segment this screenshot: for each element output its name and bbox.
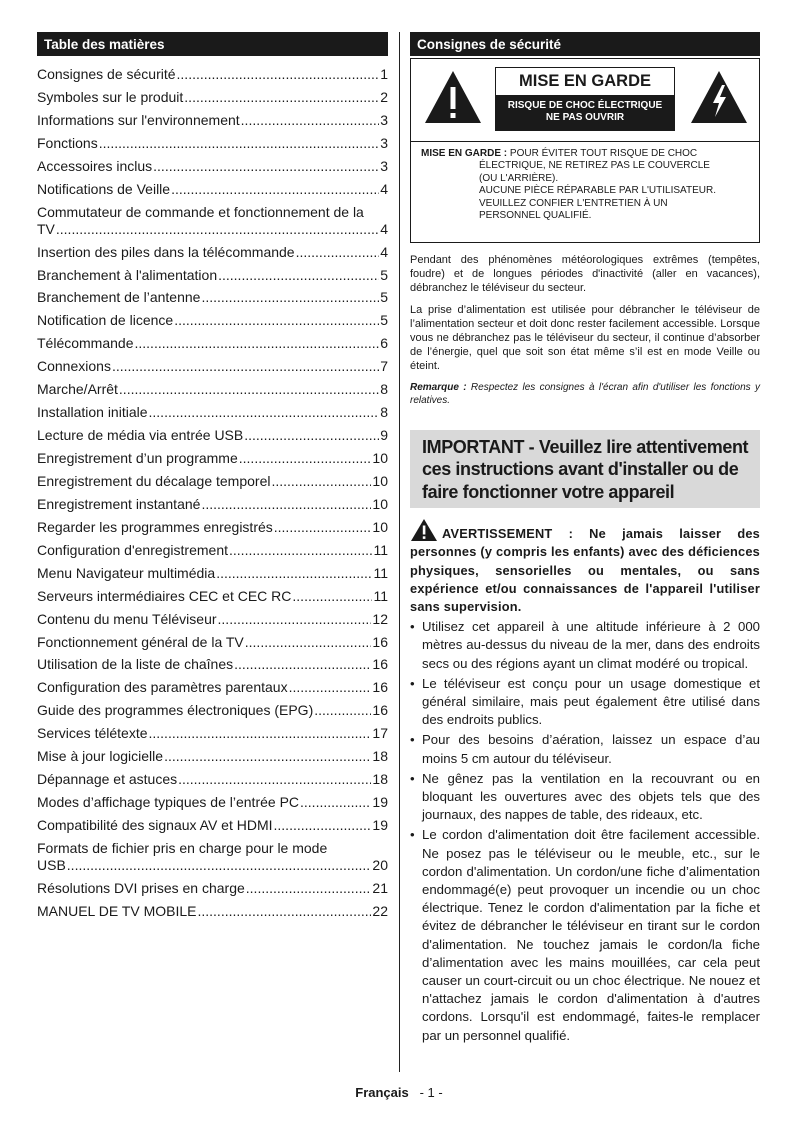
toc-dot-leader: [149, 725, 372, 742]
page-number: - 1 -: [419, 1085, 443, 1100]
toc-entry: [37, 135, 388, 152]
toc-entry-title: Consignes de sécurité: [37, 66, 176, 82]
toc-entry-page: 18: [372, 748, 388, 765]
toc-dot-leader: [164, 748, 371, 765]
toc-entry: [37, 312, 388, 329]
toc-entry-page: 6: [380, 335, 388, 352]
toc-entry-page: 16: [372, 679, 388, 696]
toc-entry-title: Fonctions: [37, 134, 98, 151]
remark-label: Remarque :: [410, 381, 467, 393]
toc-entry: [37, 89, 388, 106]
caution-text-label: MISE EN GARDE :: [421, 148, 508, 159]
toc-entry-page: 17: [372, 725, 388, 742]
toc-entry-title: Branchement à l'alimentation: [37, 266, 218, 283]
toc-dot-leader: [216, 565, 372, 582]
toc-entry-page: 19: [372, 817, 388, 833]
mise-en-garde-title: MISE EN GARDE: [496, 68, 674, 96]
toc-dot-leader: [239, 450, 372, 467]
footer-language: Français: [355, 1085, 409, 1100]
safety-bullets: [410, 618, 760, 1045]
toc-entry-title: Guide des programmes électroniques (EPG): [37, 702, 314, 719]
toc-entry-title-line: Formats de fichier pris en charge pour le mode: [37, 839, 328, 856]
toc-entry: [37, 588, 388, 605]
toc-entry: [37, 679, 388, 696]
caution-line-3: (OU L'ARRIÈRE).: [479, 172, 559, 184]
toc-entry-page: 1: [380, 66, 388, 82]
toc-dot-leader: [244, 427, 379, 444]
toc-entry-title: USB: [37, 856, 66, 873]
toc-entry-page: 10: [372, 518, 388, 535]
toc-entry: [37, 358, 388, 375]
toc-entry-page: 4: [380, 180, 388, 197]
toc-dot-leader: [296, 244, 380, 261]
toc-entry: [37, 66, 388, 83]
toc-entry-title: Dépannage et astuces: [37, 771, 178, 788]
toc-entry-title: Contenu du menu Téléviseur: [37, 610, 217, 627]
caution-line-2: ÉLECTRIQUE, NE RETIREZ PAS LE COUVERCLE: [479, 160, 710, 172]
toc-entry-title: Accessoires inclus: [37, 157, 153, 174]
toc-entry-title: Installation initiale: [37, 404, 148, 421]
toc-entry-title: Insertion des piles dans la télécommande: [37, 243, 295, 260]
mise-en-garde-label: [495, 67, 675, 131]
toc-entry-title: Notification de licence: [37, 312, 174, 329]
toc-dot-leader: [149, 404, 380, 421]
exclamation-warning-icon: [410, 518, 438, 542]
toc-dot-leader: [289, 679, 372, 696]
toc-entry-page: 8: [380, 404, 388, 421]
toc-entry-title: Configuration d'enregistrement: [37, 541, 229, 558]
toc-dot-leader: [135, 335, 380, 352]
caution-box: [410, 58, 760, 243]
caution-line-1: POUR ÉVITER TOUT RISQUE DE CHOC: [509, 148, 698, 159]
remark-note: [410, 381, 760, 408]
toc-dot-leader: [178, 771, 371, 788]
toc-dot-leader: [197, 903, 371, 920]
toc-dot-leader: [314, 702, 371, 719]
toc-entry-title: Télécommande: [37, 335, 134, 352]
toc-entry-title: Modes d’affichage typiques de l’entrée PC: [37, 794, 300, 811]
toc-dot-leader: [184, 89, 379, 106]
toc-entry-page: 4: [380, 220, 388, 237]
toc-dot-leader: [274, 817, 372, 834]
toc-dot-leader: [234, 656, 371, 673]
toc-entry-page: 10: [372, 495, 388, 512]
toc-entry: [37, 840, 388, 874]
toc-entry: [37, 404, 388, 421]
safety-header: Consignes de sécurité: [410, 32, 760, 56]
toc-dot-leader: [218, 267, 379, 284]
toc-list: [37, 66, 388, 920]
toc-entry-title: Résolutions DVI prises en charge: [37, 879, 245, 896]
toc-entry-page: 7: [380, 358, 388, 375]
toc-entry-title-line: Commutateur de commande et fonctionnement de la: [37, 203, 364, 220]
toc-entry-page: 5: [380, 289, 388, 306]
exclamation-warning-icon: [423, 69, 483, 125]
toc-entry: [37, 565, 388, 582]
toc-dot-leader: [119, 381, 379, 398]
toc-entry-page: 16: [372, 656, 388, 673]
toc-entry-page: 3: [380, 134, 388, 151]
toc-dot-leader: [218, 611, 372, 628]
toc-entry-page: 22: [372, 902, 388, 919]
toc-dot-leader: [245, 634, 372, 651]
toc-entry: [37, 496, 388, 513]
avertissement-paragraph: [410, 518, 760, 616]
toc-entry-title: Serveurs intermédiaires CEC et CEC RC: [37, 587, 292, 604]
toc-entry-title: Notifications de Veille: [37, 180, 171, 197]
toc-entry: [37, 181, 388, 198]
toc-entry: [37, 112, 388, 129]
toc-entry: [37, 427, 388, 444]
important-banner: IMPORTANT - Veuillez lire attentivement ces instructions avant d'installer ou de faire fonctionner votre appareil: [410, 430, 760, 509]
toc-entry-page: 10: [372, 472, 388, 489]
toc-dot-leader: [174, 312, 379, 329]
toc-entry-page: 16: [372, 702, 388, 719]
toc-entry-title: Fonctionnement général de la TV: [37, 633, 244, 650]
safety-bullet-item: • Ne gênez pas la ventilation en la recouvrant ou en bloquant les ouvertures avec des objets tels que des journaux, des nappes de table, des rideaux, etc.: [410, 770, 760, 825]
toc-entry-title: Connexions: [37, 358, 111, 375]
lightning-warning-icon: [689, 69, 749, 125]
safety-bullet-item: • Pour des besoins d’aération, laissez un espace d’au moins 5 cm autour du téléviseur.: [410, 731, 760, 767]
toc-entry-title: Marche/Arrêt: [37, 381, 118, 398]
toc-entry: [37, 611, 388, 628]
toc-entry-title: Branchement de l’antenne: [37, 289, 201, 306]
toc-entry-page: 9: [380, 427, 388, 444]
toc-dot-leader: [56, 221, 379, 238]
toc-entry-page: 5: [380, 266, 388, 283]
toc-entry-page: 18: [372, 771, 388, 788]
safety-bullet-item: • Le téléviseur est conçu pour un usage domestique et général similaire, mais peut également être utilisé dans des endroits publics.: [410, 675, 760, 730]
toc-entry-page: 10: [372, 450, 388, 466]
toc-entry: [37, 656, 388, 673]
toc-dot-leader: [274, 519, 372, 536]
safety-column: [410, 32, 760, 1045]
toc-entry: [37, 519, 388, 536]
toc-entry: [37, 748, 388, 765]
caution-text: [411, 142, 759, 222]
toc-dot-leader: [177, 66, 380, 83]
toc-dot-leader: [292, 588, 372, 605]
power-plug-paragraph: La prise d’alimentation est utilisée pour débrancher le téléviseur de l’alimentation secteur et doit donc rester facilement accessible. Lorsque vous ne débranchez pas le téléviseur du secteur, il continue d’absorber de l’énergie, quel que soit son état même s’il est en mode Veille ou éteint.: [410, 303, 760, 373]
toc-entry: [37, 158, 388, 175]
toc-entry: [37, 771, 388, 788]
toc-entry-title: Symboles sur le produit: [37, 88, 184, 105]
toc-entry-page: 21: [372, 879, 388, 896]
toc-entry-title: Lecture de média via entrée USB: [37, 427, 244, 444]
shock-risk-label: [496, 96, 674, 130]
toc-entry-page: 16: [372, 633, 388, 650]
toc-entry-page: 19: [372, 794, 388, 811]
caution-banner: [411, 59, 759, 142]
toc-entry-title: Enregistrement instantané: [37, 495, 201, 512]
toc-entry: [37, 244, 388, 261]
toc-entry-page: 11: [373, 564, 388, 581]
toc-dot-leader: [241, 112, 380, 129]
toc-entry: [37, 450, 388, 467]
toc-dot-leader: [201, 496, 371, 513]
toc-entry: [37, 817, 388, 834]
toc-entry-page: 3: [380, 157, 388, 174]
toc-entry: [37, 542, 388, 559]
toc-entry-page: 5: [380, 312, 388, 329]
toc-entry-page: 11: [373, 587, 388, 604]
toc-entry: [37, 204, 388, 238]
avertissement-text: AVERTISSEMENT : Ne jamais laisser des personnes (y compris les enfants) avec des déficiences physiques, sensorielles ou mentales, ou sans expérience et/ou connaissances de l'appareil l'utiliser sans supervision.: [410, 526, 760, 614]
do-not-open-line: NE PAS OUVRIR: [545, 112, 625, 123]
toc-entry-page: 4: [380, 243, 388, 260]
toc-entry-title: Informations sur l'environnement: [37, 111, 240, 128]
toc-entry: [37, 381, 388, 398]
caution-line-4: AUCUNE PIÈCE RÉPARABLE PAR L'UTILISATEUR.: [479, 185, 716, 197]
toc-entry-title: MANUEL DE TV MOBILE: [37, 902, 197, 919]
toc-entry: [37, 634, 388, 651]
toc-dot-leader: [99, 135, 380, 152]
toc-entry-page: 20: [372, 856, 388, 873]
toc-entry: [37, 880, 388, 897]
toc-entry-title: Menu Navigateur multimédia: [37, 564, 216, 581]
toc-dot-leader: [300, 794, 371, 811]
toc-entry: [37, 473, 388, 490]
toc-entry: [37, 903, 388, 920]
toc-dot-leader: [67, 857, 372, 874]
toc-entry-title: Services télétexte: [37, 725, 148, 742]
toc-dot-leader: [201, 289, 379, 306]
toc-entry-title: Enregistrement du décalage temporel: [37, 472, 271, 489]
caution-line-5: VEUILLEZ CONFIER L'ENTRETIEN À UN: [479, 197, 668, 209]
toc-entry: [37, 725, 388, 742]
toc-entry-page: 3: [380, 111, 388, 128]
toc-header: Table des matières: [37, 32, 388, 56]
toc-entry-page: 2: [380, 88, 388, 105]
toc-dot-leader: [153, 158, 379, 175]
toc-entry-title: TV: [37, 220, 55, 237]
toc-dot-leader: [112, 358, 379, 375]
toc-entry: [37, 267, 388, 284]
toc-entry-title: Regarder les programmes enregistrés: [37, 518, 273, 535]
toc-dot-leader: [171, 181, 379, 198]
toc-entry-title: Enregistrement d’un programme: [37, 450, 238, 466]
toc-entry-title: Utilisation de la liste de chaînes: [37, 656, 234, 673]
safety-bullet-item: • Le cordon d'alimentation doit être facilement accessible. Ne posez pas le téléviseur ou le meuble, etc., sur le cordon d'alimentation. Un cordon/une fiche d’alimentation endommagé(e) peut provoquer un incendie ou un choc électrique. Tenez le cordon d'alimentation par la fiche et évitez de débrancher le téléviseur en tirant sur le cordon d'alimentation. Ne touchez jamais le cordon/la fiche d’alimentation avec les mains mouillées, car cela peut causer un court-circuit ou un choc électrique. Ne nouez et n'attachez jamais le cordon d'alimentation à d'autres cordons. Lorsqu'il est endommagé, faites-le remplacer par un personnel qualifié.: [410, 826, 760, 1044]
toc-column: [37, 32, 388, 926]
toc-entry: [37, 794, 388, 811]
toc-dot-leader: [246, 880, 372, 897]
toc-entry-title: Mise à jour logicielle: [37, 748, 164, 765]
toc-dot-leader: [271, 473, 371, 490]
safety-bullet-item: • Utilisez cet appareil à une altitude inférieure à 2 000 mètres au-dessus du niveau de la mer, dans des endroits secs ou des régions ayant un climat modéré ou tropical.: [410, 618, 760, 673]
toc-entry: [37, 702, 388, 719]
page-footer: [0, 1085, 798, 1100]
shock-risk-line: RISQUE DE CHOC ÉLECTRIQUE: [507, 100, 663, 111]
toc-entry-title: Compatibilité des signaux AV et HDMI: [37, 817, 273, 833]
toc-entry-title: Configuration des paramètres parentaux: [37, 679, 288, 696]
caution-line-6: PERSONNEL QUALIFIÉ.: [479, 210, 592, 222]
toc-dot-leader: [229, 542, 372, 559]
toc-entry-page: 8: [380, 381, 388, 398]
remark-text: Respectez les consignes à l'écran afin d'utiliser les fonctions y relatives.: [410, 381, 760, 407]
toc-entry: [37, 335, 388, 352]
toc-entry-page: 11: [373, 541, 388, 558]
column-divider: [399, 32, 400, 1072]
toc-entry: [37, 289, 388, 306]
toc-entry-page: 12: [372, 610, 388, 627]
weather-paragraph: Pendant des phénomènes météorologiques extrêmes (tempêtes, foudre) et de longues périodes d'inactivité (aller en vacances), débranchez le téléviseur du secteur.: [410, 254, 760, 295]
